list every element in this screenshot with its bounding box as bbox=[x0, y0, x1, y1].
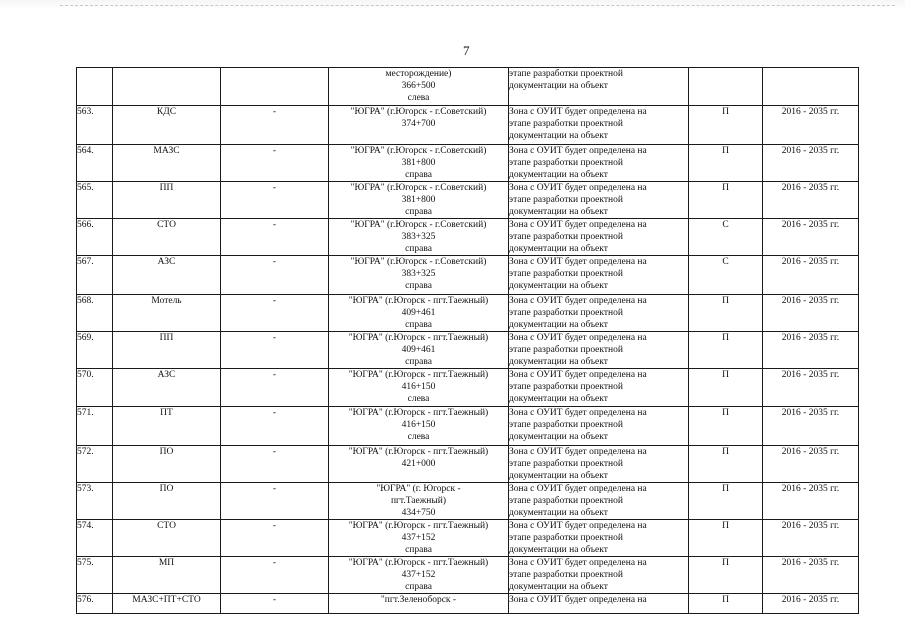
table-row bbox=[77, 182, 859, 219]
cell-number bbox=[77, 594, 113, 614]
row-number: 568. bbox=[77, 296, 94, 306]
location-line: 381+800 bbox=[401, 158, 436, 168]
cell-object bbox=[113, 256, 221, 295]
status-code: П bbox=[722, 408, 729, 418]
cell-dash bbox=[221, 369, 329, 407]
cell-period bbox=[763, 256, 859, 295]
cell-status bbox=[689, 446, 763, 483]
status-code: П bbox=[722, 107, 729, 117]
cell-location bbox=[329, 446, 509, 483]
location-line: "ЮГРА" (г.Югорск - пгт.Таежный) bbox=[348, 521, 489, 531]
table-row bbox=[77, 256, 859, 295]
cell-location bbox=[329, 369, 509, 407]
cell-object bbox=[113, 407, 221, 446]
table-row bbox=[77, 295, 859, 332]
table-row bbox=[77, 407, 859, 446]
cell-location bbox=[329, 256, 509, 295]
cell-dash bbox=[221, 446, 329, 483]
cell-object bbox=[113, 182, 221, 219]
location-line: справа bbox=[405, 320, 432, 330]
table-row bbox=[77, 219, 859, 256]
cell-zone bbox=[509, 295, 689, 332]
cell-period bbox=[763, 594, 859, 614]
period-range: 2016 - 2035 гг. bbox=[781, 220, 840, 230]
object-name: ПП bbox=[159, 333, 174, 343]
cell-object bbox=[113, 219, 221, 256]
status-code: С bbox=[722, 257, 729, 267]
zone-line: документации на объект bbox=[509, 508, 608, 518]
row-number: 573. bbox=[77, 484, 94, 494]
zone-line: Зона с ОУИТ будет определена на bbox=[509, 257, 647, 267]
status-code: П bbox=[722, 146, 729, 156]
cell-number bbox=[77, 557, 113, 594]
period-range: 2016 - 2035 гг. bbox=[781, 333, 840, 343]
location-line: "ЮГРА" (г.Югорск - г.Советский) bbox=[350, 220, 487, 230]
table-body bbox=[77, 68, 859, 614]
cell-dash bbox=[221, 332, 329, 369]
cell-zone bbox=[509, 68, 689, 106]
cell-status bbox=[689, 557, 763, 594]
row-number: 566. bbox=[77, 220, 94, 230]
location-line: "ЮГРА" (г.Югорск - г.Советский) bbox=[350, 107, 487, 117]
location-line: 374+700 bbox=[401, 119, 436, 129]
cell-status bbox=[689, 182, 763, 219]
cell-status bbox=[689, 520, 763, 557]
cell-status bbox=[689, 483, 763, 520]
object-name: СТО bbox=[157, 220, 176, 230]
location-line: "ЮГРА" (г.Югорск - пгт.Таежный) bbox=[348, 558, 489, 568]
dash-mark: - bbox=[272, 408, 277, 418]
period-range: 2016 - 2035 гг. bbox=[781, 595, 840, 605]
zone-line: этапе разработки проектной bbox=[509, 232, 623, 242]
object-name: МАЗС+ПТ+СТО bbox=[132, 595, 201, 605]
location-line: справа bbox=[405, 582, 432, 592]
cell-zone bbox=[509, 106, 689, 145]
period-range: 2016 - 2035 гг. bbox=[781, 447, 840, 457]
scan-edge-artifact bbox=[0, 0, 905, 10]
cell-period bbox=[763, 182, 859, 219]
period-range: 2016 - 2035 гг. bbox=[781, 183, 840, 193]
cell-location bbox=[329, 557, 509, 594]
location-line: справа bbox=[405, 244, 432, 254]
location-line: "ЮГРА" (г.Югорск - г.Советский) bbox=[350, 257, 487, 267]
location-line: "пгт.Зеленоборск - bbox=[380, 595, 457, 605]
cell-location bbox=[329, 145, 509, 182]
period-range: 2016 - 2035 гг. bbox=[781, 370, 840, 380]
zone-line: этапе разработки проектной bbox=[509, 345, 623, 355]
zone-line: этапе разработки проектной bbox=[509, 158, 623, 168]
cell-status bbox=[689, 594, 763, 614]
dash-mark: - bbox=[272, 107, 277, 117]
location-line: 383+325 bbox=[401, 232, 436, 242]
cell-location bbox=[329, 219, 509, 256]
cell-zone bbox=[509, 520, 689, 557]
status-code: С bbox=[722, 220, 729, 230]
zone-line: Зона с ОУИТ будет определена на bbox=[509, 558, 647, 568]
objects-table bbox=[76, 67, 859, 614]
location-line: справа bbox=[405, 545, 432, 555]
table-row bbox=[77, 594, 859, 614]
object-name: ПО bbox=[159, 447, 174, 457]
location-line: 434+750 bbox=[401, 508, 436, 518]
cell-number bbox=[77, 332, 113, 369]
location-line: 437+152 bbox=[401, 533, 436, 543]
zone-line: этапе разработки проектной bbox=[509, 195, 623, 205]
row-number: 563. bbox=[77, 107, 94, 117]
zone-line: этапе разработки проектной bbox=[509, 269, 623, 279]
row-number: 575. bbox=[77, 558, 94, 568]
cell-period bbox=[763, 483, 859, 520]
period-range: 2016 - 2035 гг. bbox=[781, 408, 840, 418]
dash-mark: - bbox=[272, 484, 277, 494]
period-range: 2016 - 2035 гг. bbox=[781, 296, 840, 306]
status-code: П bbox=[722, 370, 729, 380]
dash-mark: - bbox=[272, 296, 277, 306]
cell-period bbox=[763, 106, 859, 145]
object-name: СТО bbox=[157, 521, 176, 531]
period-range: 2016 - 2035 гг. bbox=[781, 558, 840, 568]
status-code: П bbox=[722, 595, 729, 605]
cell-zone bbox=[509, 219, 689, 256]
table-row-continued bbox=[77, 68, 859, 106]
dash-mark: - bbox=[272, 521, 277, 531]
zone-line: этапе разработки проектной bbox=[509, 420, 623, 430]
cell-number bbox=[77, 520, 113, 557]
cell-object bbox=[113, 106, 221, 145]
cell-status bbox=[689, 295, 763, 332]
cell-period bbox=[763, 407, 859, 446]
location-line: 416+150 bbox=[401, 382, 436, 392]
period-range: 2016 - 2035 гг. bbox=[781, 484, 840, 494]
location-line: "ЮГРА" (г.Югорск - пгт.Таежный) bbox=[348, 447, 489, 457]
zone-line: документации на объект bbox=[509, 320, 608, 330]
zone-line: Зона с ОУИТ будет определена на bbox=[509, 447, 647, 457]
location-line: слева bbox=[407, 432, 430, 442]
cell-number bbox=[77, 219, 113, 256]
row-number: 576. bbox=[77, 595, 94, 605]
location-line: справа bbox=[405, 207, 432, 217]
cell-period bbox=[763, 369, 859, 407]
status-code: П bbox=[722, 447, 729, 457]
cell-zone bbox=[509, 594, 689, 614]
cell-dash bbox=[221, 219, 329, 256]
dash-mark: - bbox=[272, 370, 277, 380]
zone-line: Зона с ОУИТ будет определена на bbox=[509, 107, 647, 117]
zone-line: документации на объект bbox=[509, 244, 608, 254]
cell-period bbox=[763, 332, 859, 369]
cell-period bbox=[763, 520, 859, 557]
cell-zone bbox=[509, 182, 689, 219]
cell-period bbox=[763, 68, 859, 106]
cell-object bbox=[113, 446, 221, 483]
cell-location bbox=[329, 295, 509, 332]
cell-location bbox=[329, 68, 509, 106]
zone-line: Зона с ОУИТ будет определена на bbox=[509, 296, 647, 306]
dash-mark: - bbox=[272, 333, 277, 343]
location-line: "ЮГРА" (г. Югорск - bbox=[376, 484, 461, 494]
cell-object bbox=[113, 369, 221, 407]
zone-line: документации на объект bbox=[509, 281, 608, 291]
cell-number bbox=[77, 68, 113, 106]
object-name: КДС bbox=[156, 107, 177, 117]
table-row bbox=[77, 369, 859, 407]
cell-number bbox=[77, 182, 113, 219]
cell-location bbox=[329, 594, 509, 614]
dash-mark: - bbox=[272, 220, 277, 230]
location-line: "ЮГРА" (г.Югорск - пгт.Таежный) bbox=[348, 296, 489, 306]
location-line: месторождение) bbox=[385, 69, 452, 79]
cell-dash bbox=[221, 594, 329, 614]
cell-number bbox=[77, 407, 113, 446]
cell-dash bbox=[221, 182, 329, 219]
cell-number bbox=[77, 256, 113, 295]
zone-line: документации на объект bbox=[509, 131, 608, 141]
cell-dash bbox=[221, 256, 329, 295]
zone-line: документации на объект bbox=[509, 545, 608, 555]
cell-number bbox=[77, 145, 113, 182]
object-name: МАЗС bbox=[153, 146, 180, 156]
location-line: справа bbox=[405, 170, 432, 180]
cell-status bbox=[689, 256, 763, 295]
zone-line: документации на объект bbox=[509, 471, 608, 481]
cell-object bbox=[113, 520, 221, 557]
cell-zone bbox=[509, 407, 689, 446]
cell-object bbox=[113, 295, 221, 332]
status-code: П bbox=[722, 296, 729, 306]
cell-status bbox=[689, 145, 763, 182]
object-name: АЗС bbox=[157, 370, 176, 380]
zone-line: Зона с ОУИТ будет определена на bbox=[509, 183, 647, 193]
object-name: ПТ bbox=[160, 408, 173, 418]
location-line: 381+800 bbox=[401, 195, 436, 205]
row-number: 574. bbox=[77, 521, 94, 531]
page-number: 7 bbox=[463, 43, 470, 58]
cell-dash bbox=[221, 557, 329, 594]
cell-zone bbox=[509, 145, 689, 182]
cell-number bbox=[77, 446, 113, 483]
cell-period bbox=[763, 446, 859, 483]
row-number: 565. bbox=[77, 183, 94, 193]
table-row bbox=[77, 446, 859, 483]
cell-location bbox=[329, 182, 509, 219]
zone-line: Зона с ОУИТ будет определена на bbox=[509, 146, 647, 156]
zone-line: этапе разработки проектной bbox=[509, 119, 623, 129]
location-line: справа bbox=[405, 281, 432, 291]
location-line: "ЮГРА" (г.Югорск - пгт.Таежный) bbox=[348, 333, 489, 343]
cell-status bbox=[689, 369, 763, 407]
location-line: "ЮГРА" (г.Югорск - пгт.Таежный) bbox=[348, 408, 489, 418]
cell-period bbox=[763, 557, 859, 594]
zone-line: документации на объект bbox=[509, 81, 608, 91]
location-line: 383+325 bbox=[401, 269, 436, 279]
cell-status bbox=[689, 407, 763, 446]
cell-dash bbox=[221, 145, 329, 182]
row-number: 571. bbox=[77, 408, 94, 418]
cell-period bbox=[763, 295, 859, 332]
dash-mark: - bbox=[272, 595, 277, 605]
cell-number bbox=[77, 106, 113, 145]
zone-line: этапе разработки проектной bbox=[509, 308, 623, 318]
zone-line: этапе разработки проектной bbox=[509, 533, 623, 543]
status-code: П bbox=[722, 521, 729, 531]
cell-object bbox=[113, 68, 221, 106]
cell-object bbox=[113, 145, 221, 182]
cell-zone bbox=[509, 332, 689, 369]
zone-line: Зона с ОУИТ будет определена на bbox=[509, 595, 647, 605]
period-range: 2016 - 2035 гг. bbox=[781, 257, 840, 267]
cell-location bbox=[329, 407, 509, 446]
cell-number bbox=[77, 295, 113, 332]
zone-line: документации на объект bbox=[509, 207, 608, 217]
cell-location bbox=[329, 332, 509, 369]
dash-mark: - bbox=[272, 257, 277, 267]
cell-status bbox=[689, 68, 763, 106]
object-name: АЗС bbox=[157, 257, 176, 267]
zone-line: Зона с ОУИТ будет определена на bbox=[509, 484, 647, 494]
object-name: ПП bbox=[159, 183, 174, 193]
location-line: пгт.Таежный) bbox=[390, 496, 447, 506]
zone-line: этапе разработки проектной bbox=[509, 496, 623, 506]
location-line: слева bbox=[407, 394, 430, 404]
object-name: ПО bbox=[159, 484, 174, 494]
zone-line: Зона с ОУИТ будет определена на bbox=[509, 521, 647, 531]
zone-line: документации на объект bbox=[509, 394, 608, 404]
table-row bbox=[77, 483, 859, 520]
dash-mark: - bbox=[272, 146, 277, 156]
cell-dash bbox=[221, 483, 329, 520]
zone-line: документации на объект bbox=[509, 357, 608, 367]
row-number: 564. bbox=[77, 146, 94, 156]
location-line: 409+461 bbox=[401, 308, 436, 318]
zone-line: Зона с ОУИТ будет определена на bbox=[509, 408, 647, 418]
zone-line: Зона с ОУИТ будет определена на bbox=[509, 333, 647, 343]
row-number: 570. bbox=[77, 370, 94, 380]
cell-object bbox=[113, 557, 221, 594]
status-code: П bbox=[722, 333, 729, 343]
location-line: "ЮГРА" (г.Югорск - г.Советский) bbox=[350, 146, 487, 156]
cell-dash bbox=[221, 106, 329, 145]
location-line: 421+000 bbox=[401, 459, 436, 469]
cell-location bbox=[329, 106, 509, 145]
cell-object bbox=[113, 594, 221, 614]
location-line: "ЮГРА" (г.Югорск - г.Советский) bbox=[350, 183, 487, 193]
location-line: слева bbox=[407, 93, 430, 103]
cell-dash bbox=[221, 520, 329, 557]
zone-line: документации на объект bbox=[509, 170, 608, 180]
dash-mark: - bbox=[272, 447, 277, 457]
location-line: "ЮГРА" (г.Югорск - пгт.Таежный) bbox=[348, 370, 489, 380]
cell-object bbox=[113, 332, 221, 369]
location-line: справа bbox=[405, 357, 432, 367]
row-number: 567. bbox=[77, 257, 94, 267]
cell-dash bbox=[221, 68, 329, 106]
location-line: 416+150 bbox=[401, 420, 436, 430]
zone-line: Зона с ОУИТ будет определена на bbox=[509, 370, 647, 380]
location-line: 409+461 bbox=[401, 345, 436, 355]
cell-dash bbox=[221, 295, 329, 332]
cell-zone bbox=[509, 256, 689, 295]
cell-status bbox=[689, 332, 763, 369]
cell-zone bbox=[509, 557, 689, 594]
cell-zone bbox=[509, 446, 689, 483]
dash-mark: - bbox=[272, 558, 277, 568]
status-code: П bbox=[722, 183, 729, 193]
table-row bbox=[77, 520, 859, 557]
period-range: 2016 - 2035 гг. bbox=[781, 521, 840, 531]
location-line: 437+152 bbox=[401, 570, 436, 580]
table-row bbox=[77, 557, 859, 594]
cell-number bbox=[77, 369, 113, 407]
cell-status bbox=[689, 219, 763, 256]
cell-location bbox=[329, 483, 509, 520]
zone-line: этапе разработки проектной bbox=[509, 570, 623, 580]
cell-number bbox=[77, 483, 113, 520]
object-name: Мотель bbox=[151, 296, 182, 306]
zone-line: документации на объект bbox=[509, 582, 608, 592]
row-number: 569. bbox=[77, 333, 94, 343]
table-row bbox=[77, 332, 859, 369]
dash-mark: - bbox=[272, 183, 277, 193]
cell-period bbox=[763, 219, 859, 256]
cell-status bbox=[689, 106, 763, 145]
cell-location bbox=[329, 520, 509, 557]
location-line: 366+500 bbox=[401, 81, 436, 91]
zone-line: Зона с ОУИТ будет определена на bbox=[509, 220, 647, 230]
table-row bbox=[77, 145, 859, 182]
object-name: МП bbox=[158, 558, 175, 568]
period-range: 2016 - 2035 гг. bbox=[781, 146, 840, 156]
status-code: П bbox=[722, 484, 729, 494]
cell-period bbox=[763, 145, 859, 182]
cell-zone bbox=[509, 369, 689, 407]
cell-zone bbox=[509, 483, 689, 520]
zone-line: этапе разработки проектной bbox=[509, 382, 623, 392]
cell-object bbox=[113, 483, 221, 520]
zone-line: этапе разработки проектной bbox=[509, 459, 623, 469]
zone-line: документации на объект bbox=[509, 432, 608, 442]
period-range: 2016 - 2035 гг. bbox=[781, 107, 840, 117]
cell-dash bbox=[221, 407, 329, 446]
status-code: П bbox=[722, 558, 729, 568]
table-row bbox=[77, 106, 859, 145]
zone-line: этапе разработки проектной bbox=[509, 69, 623, 79]
row-number: 572. bbox=[77, 447, 94, 457]
